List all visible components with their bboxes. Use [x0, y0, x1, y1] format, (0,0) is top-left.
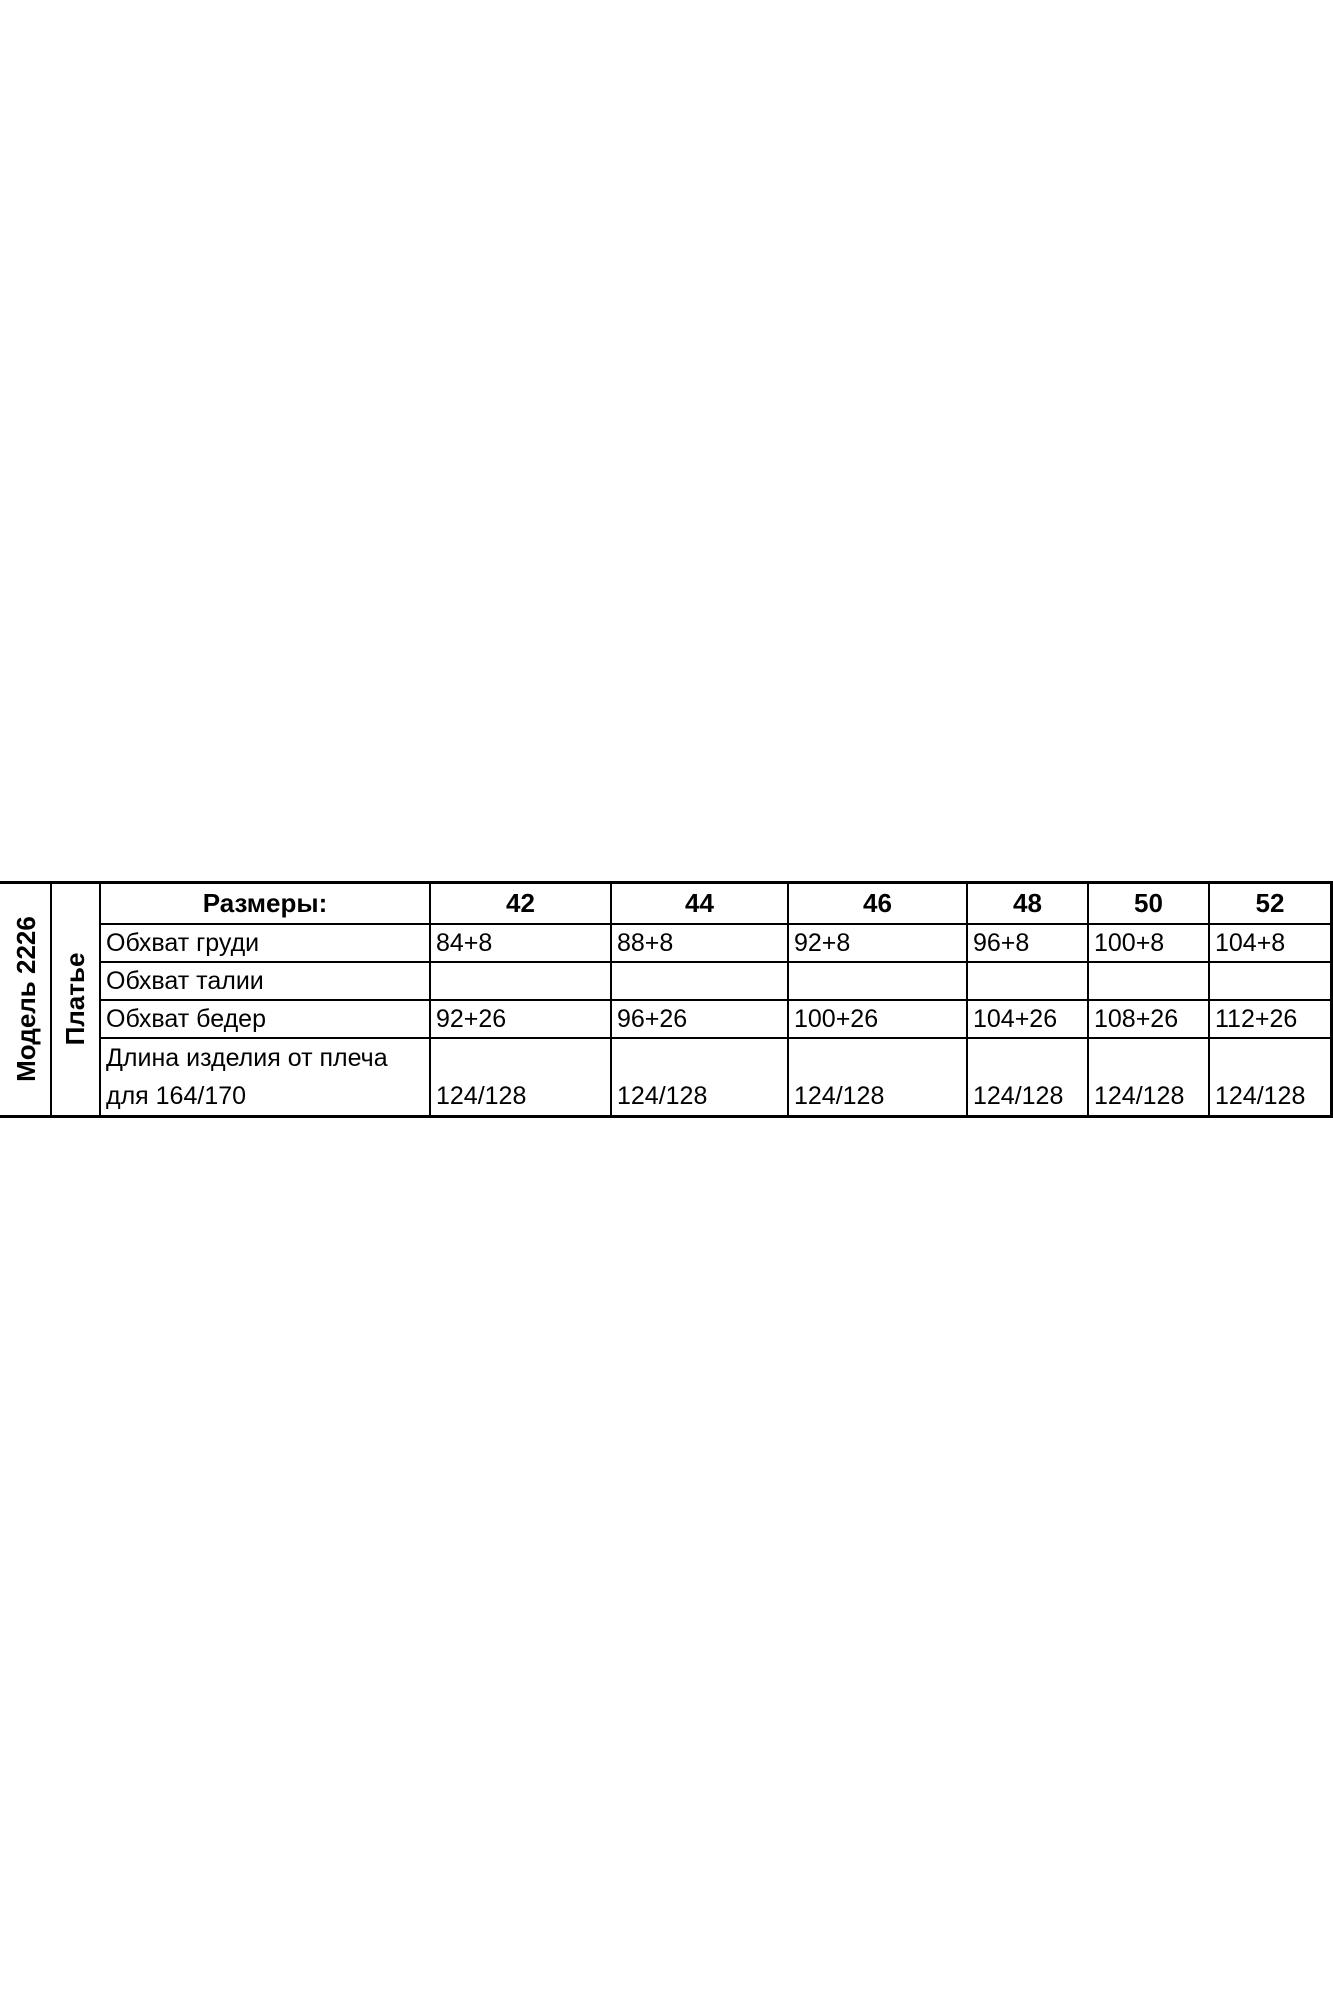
row-label-length-line1: Длина изделия от плеча: [106, 1043, 388, 1072]
table-cell: 124/128: [1215, 1081, 1306, 1110]
table-cell: 108+26: [1094, 1004, 1179, 1033]
table-cell: [431, 963, 610, 999]
table-cell: 92+26: [436, 1004, 507, 1033]
table-cell: 104+8: [1215, 928, 1286, 957]
row-label-chest: Обхват груди: [106, 928, 260, 957]
table-cell: 92+8: [794, 928, 851, 957]
product-label: Платье: [59, 952, 90, 1046]
size-header: 52: [1255, 888, 1285, 918]
table-cell: 124/128: [617, 1081, 708, 1110]
table-cell: 104+26: [973, 1004, 1058, 1033]
size-chart-table: [0, 881, 1333, 1118]
model-label: Модель 2226: [10, 916, 41, 1082]
table-cell: 112+26: [1215, 1004, 1298, 1033]
table-cell: 96+8: [973, 928, 1030, 957]
table-cell: 124/128: [436, 1081, 527, 1110]
table-cell: 88+8: [617, 928, 674, 957]
table-cell: [968, 963, 1087, 999]
size-header: 48: [1013, 888, 1042, 918]
table-cell: 124/128: [973, 1081, 1064, 1110]
row-label-waist: Обхват талии: [106, 966, 264, 995]
table-cell: 124/128: [794, 1081, 885, 1110]
sizes-label: Размеры:: [202, 888, 328, 918]
table-border-bottom: [0, 1115, 1333, 1118]
table-cell: [789, 963, 966, 999]
row-label-hips: Обхват бедер: [106, 1004, 266, 1033]
table-cell: [1089, 963, 1208, 999]
table-cell: 100+8: [1094, 928, 1165, 957]
table-cell: 84+8: [436, 928, 493, 957]
size-header: 46: [863, 888, 892, 918]
row-label-length-line2: для 164/170: [106, 1081, 247, 1110]
table-cell: 124/128: [1094, 1081, 1185, 1110]
table-cell: [612, 963, 787, 999]
table-cell: 96+26: [617, 1004, 688, 1033]
size-header: 42: [506, 888, 535, 918]
size-header: 44: [685, 888, 714, 918]
table-cell: [1210, 963, 1330, 999]
size-header: 50: [1134, 888, 1163, 918]
table-cell: 100+26: [794, 1004, 879, 1033]
